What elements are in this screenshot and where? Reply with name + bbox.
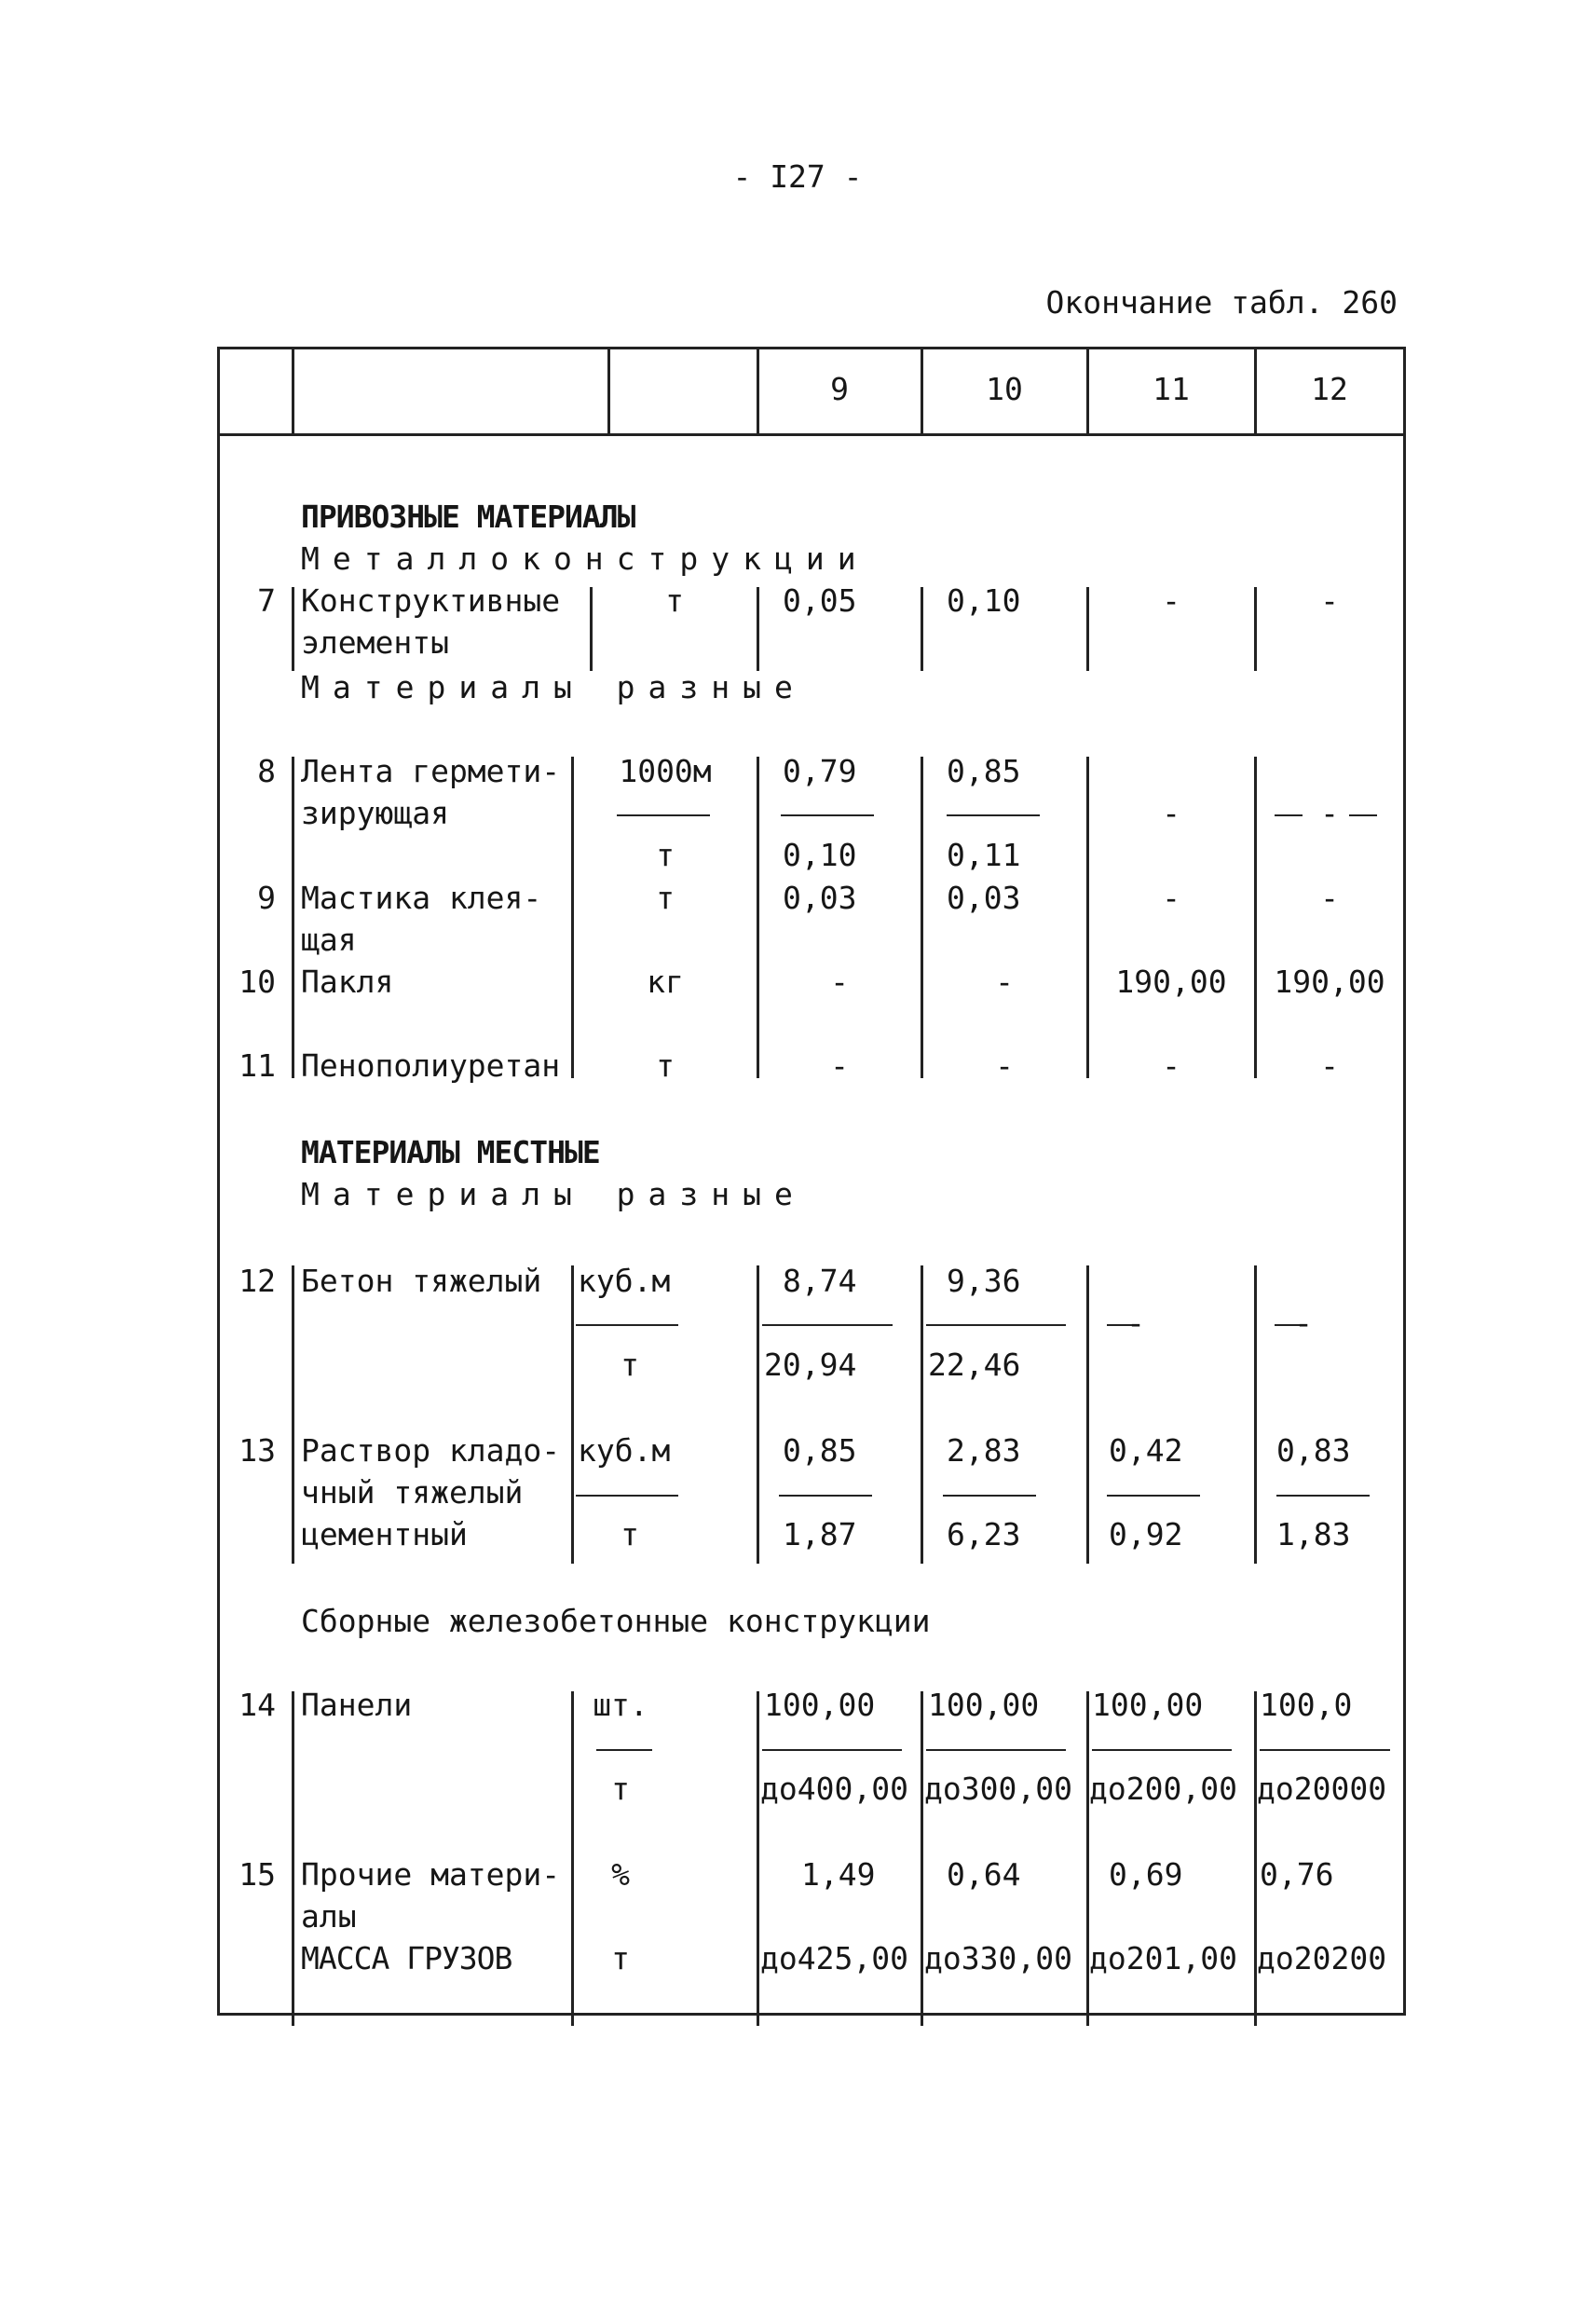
bottom-tick [292,2013,294,2026]
cell-value: 100,00 [764,1687,876,1723]
section-heading-imported: ПРИВОЗНЫЕ МАТЕРИАЛЫ [301,499,635,535]
cell-value: до400,00 [760,1771,908,1807]
row-name: Лента гермети- [301,753,561,789]
cell-value: до330,00 [924,1940,1072,1976]
row-divider [757,1691,759,2013]
row-unit: т [665,582,684,619]
row-name: Мастика клея- [301,880,542,916]
fraction-bar [947,814,1040,816]
cell-value: 0,76 [1260,1856,1334,1893]
cell-value: 1,49 [801,1856,876,1893]
header-divider [292,347,294,436]
row-unit: % [611,1856,630,1893]
cell-value: 0,85 [783,1432,857,1469]
bottom-tick [757,2013,759,2026]
cell-value: 0,10 [947,582,1021,619]
header-divider [607,347,610,436]
column-header-9: 9 [830,371,849,407]
row-divider [292,587,294,671]
cell-value: - [995,964,1014,1000]
row-name: Конструктивные [301,582,561,619]
row-unit: кг [647,964,684,1000]
cell-value: 8,74 [783,1263,857,1299]
row-unit: шт. [593,1687,648,1723]
row-unit: т [621,1347,639,1383]
cell-value: 100,0 [1260,1687,1353,1723]
row-name: Пенополиуретан [301,1047,561,1084]
cell-value: 6,23 [947,1516,1021,1552]
bottom-tick [571,2013,574,2026]
cell-value: - [1162,582,1180,619]
row-divider [921,1691,923,2013]
header-bottom-border [217,433,1406,436]
column-header-10: 10 [986,371,1023,407]
fraction-bar [1107,1495,1200,1497]
row-number: 7 [257,582,276,619]
row-name: зирующая [301,795,449,831]
row-divider [292,757,294,1078]
row-divider [571,757,574,1078]
cell-value: 2,83 [947,1432,1021,1469]
row-unit: 1000м [619,753,712,789]
row-unit: т [656,880,675,916]
cell-value: 0,03 [947,880,1021,916]
cell-value: - [995,1047,1014,1084]
cell-value: 9,36 [947,1263,1021,1299]
row-unit: т [611,1771,630,1807]
table-top-border [217,347,1406,349]
fraction-bar [762,1324,893,1326]
cell-value: 0,79 [783,753,857,789]
fraction-bar [762,1749,902,1751]
row-divider [757,587,759,671]
fraction-bar [781,814,874,816]
row-name: щая [301,922,357,958]
cell-value: 0,64 [947,1856,1021,1893]
column-header-11: 11 [1153,371,1190,407]
row-number: 14 [239,1687,276,1723]
fraction-bar [1276,1495,1370,1497]
bottom-tick [921,2013,923,2026]
subsection-precast: Сборные железобетонные конструкции [301,1603,931,1639]
row-name: Бетон тяжелый [301,1263,542,1299]
row-number: 9 [257,880,276,916]
row-number: 12 [239,1263,276,1299]
cell-value: 0,10 [783,837,857,873]
cell-value: - [1320,880,1339,916]
cell-value: 0,85 [947,753,1021,789]
row-name: Пакля [301,964,394,1000]
row-name: цементный [301,1516,468,1552]
cell-value: 0,92 [1109,1516,1183,1552]
subsection-misc-1: Материалы разные [301,669,806,705]
row-name: Раствор кладо- [301,1432,561,1469]
row-name: элементы [301,624,449,661]
fraction-bar [596,1749,652,1751]
row-name: Панели [301,1687,413,1723]
cell-value: - [1162,1047,1180,1084]
cell-value: 100,00 [928,1687,1040,1723]
cell-value: 20,94 [764,1347,857,1383]
cell-value: 1,87 [783,1516,857,1552]
table-bottom-border [217,2013,1406,2016]
cell-value: - [1320,1047,1339,1084]
row-number: 15 [239,1856,276,1893]
row-number: 13 [239,1432,276,1469]
cell-value: 190,00 [1115,964,1227,1000]
cell-value: 0,69 [1109,1856,1183,1893]
cell-value: до20200 [1257,1940,1387,1976]
row-unit: т [611,1940,630,1976]
cell-value: - [830,964,849,1000]
row-divider [292,1265,294,1564]
cell-value: - [1320,795,1339,831]
row-number: 8 [257,753,276,789]
fraction-bar [943,1495,1036,1497]
row-divider [921,587,923,671]
row-number: 11 [239,1047,276,1084]
row-divider [757,757,759,1078]
cell-value: - [1320,582,1339,619]
fraction-bar [576,1495,678,1497]
cell-value: 0,11 [947,837,1021,873]
cell-value: 190,00 [1274,964,1385,1000]
table-caption: Окончание табл. 260 [1045,284,1398,321]
cell-value: до20000 [1257,1771,1387,1807]
fraction-bar [1092,1749,1232,1751]
cell-value: 1,83 [1276,1516,1351,1552]
row-divider [921,757,923,1078]
section-heading-local: МАТЕРИАЛЫ МЕСТНЫЕ [301,1134,600,1170]
cell-value: до201,00 [1089,1940,1237,1976]
fraction-bar [576,1324,678,1326]
subsection-misc-2: Материалы разные [301,1176,806,1212]
cell-value: - [1162,880,1180,916]
cell-value: - [1294,1305,1313,1341]
page-number: - I27 - [732,158,863,195]
row-unit: т [656,837,675,873]
cell-value: до200,00 [1089,1771,1237,1807]
row-unit: т [656,1047,675,1084]
row-divider [757,1265,759,1564]
cell-value: - [1126,1305,1145,1341]
fraction-bar [926,1749,1066,1751]
cell-value: - [1162,795,1180,831]
cell-value: 0,05 [783,582,857,619]
cell-value: 0,42 [1109,1432,1183,1469]
fraction-bar [779,1495,872,1497]
row-number: 10 [239,964,276,1000]
total-label: МАССА ГРУЗОВ [301,1940,512,1976]
fraction-bar [926,1324,1066,1326]
row-unit: т [621,1516,639,1552]
cell-value: 0,03 [783,880,857,916]
row-divider [921,1265,923,1564]
bottom-tick [1086,2013,1089,2026]
fraction-bar [1260,1749,1390,1751]
fraction-bar [617,814,710,816]
cell-value: 22,46 [928,1347,1021,1383]
subsection-metal: Металлоконструкции [301,540,869,577]
row-unit: куб.м [578,1432,671,1469]
row-name: алы [301,1898,357,1935]
column-header-12: 12 [1311,371,1348,407]
row-name: чный тяжелый [301,1474,524,1511]
cell-value: 0,83 [1276,1432,1351,1469]
table-right-border [1403,347,1406,2016]
row-name: Прочие матери- [301,1856,561,1893]
cell-value: - [830,1047,849,1084]
cell-value: до300,00 [924,1771,1072,1807]
bottom-tick [1254,2013,1257,2026]
cell-value: 100,00 [1092,1687,1204,1723]
row-divider [292,1691,294,2013]
cell-value: до425,00 [760,1940,908,1976]
row-unit: куб.м [578,1263,671,1299]
